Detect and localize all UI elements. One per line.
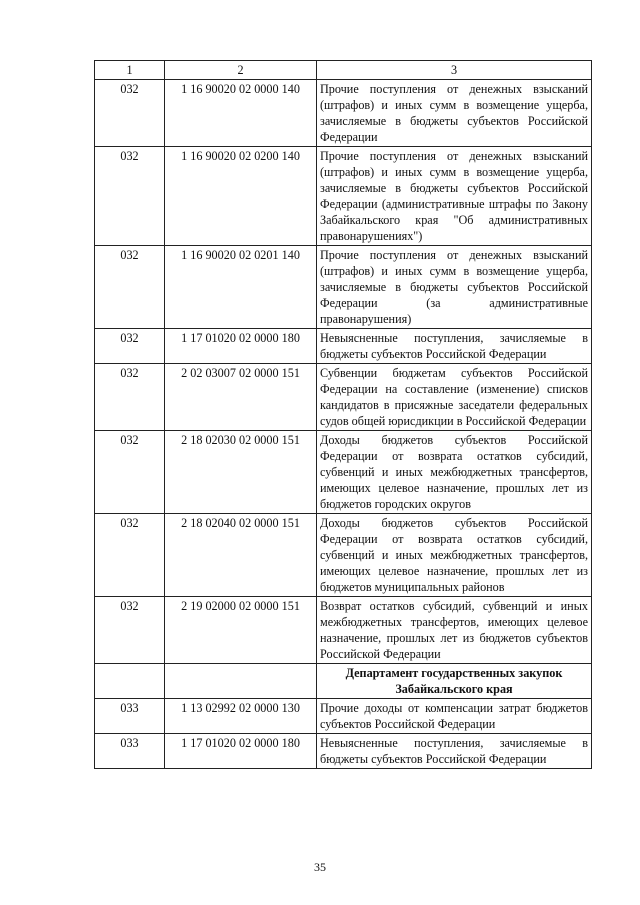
kbk-code-cell: 1 16 90020 02 0200 140: [165, 147, 317, 246]
kbk-code-cell: 1 16 90020 02 0000 140: [165, 80, 317, 147]
description-cell: Департамент государственных закупок Забайкальского края: [317, 664, 592, 699]
table-row: [95, 514, 592, 597]
table-row: [95, 246, 592, 329]
kbk-code-cell: 1 17 01020 02 0000 180: [165, 734, 317, 769]
description-cell: Субвенции бюджетам субъектов Российской Федерации на составление (изменение) списков кандидатов в присяжные заседатели федеральных судов общей юрисдикции в Российской Федерации: [317, 364, 592, 431]
column-header-1: 1: [95, 61, 165, 80]
kbk-code-cell: 1 16 90020 02 0201 140: [165, 246, 317, 329]
description-cell: Прочие поступления от денежных взысканий (штрафов) и иных сумм в возмещение ущерба, зачисляемые в бюджеты субъектов Российской Федерации: [317, 80, 592, 147]
description-cell: Прочие поступления от денежных взысканий (штрафов) и иных сумм в возмещение ущерба, зачисляемые в бюджеты субъектов Российской Федерации (за административные правонарушения): [317, 246, 592, 329]
description-cell: Доходы бюджетов субъектов Российской Федерации от возврата остатков субсидий, субвенций и иных межбюджетных трансфертов, имеющих целевое назначение, прошлых лет из бюджетов городских округов: [317, 431, 592, 514]
column-header-3: 3: [317, 61, 592, 80]
table-header: [95, 61, 592, 80]
admin-code-cell: [95, 664, 165, 699]
table-row: [95, 147, 592, 246]
kbk-code-cell: 2 19 02000 02 0000 151: [165, 597, 317, 664]
admin-code-cell: 032: [95, 514, 165, 597]
table-row: [95, 80, 592, 147]
kbk-code-cell: 2 02 03007 02 0000 151: [165, 364, 317, 431]
header-row: [95, 61, 592, 80]
page-number: 35: [314, 860, 326, 874]
table-body: [95, 80, 592, 769]
admin-code-cell: 033: [95, 699, 165, 734]
column-header-2: 2: [165, 61, 317, 80]
description-cell: Невыясненные поступления, зачисляемые в бюджеты субъектов Российской Федерации: [317, 734, 592, 769]
table-row: [95, 597, 592, 664]
admin-code-cell: 032: [95, 147, 165, 246]
admin-code-cell: 032: [95, 364, 165, 431]
table-row: [95, 364, 592, 431]
table-row: [95, 329, 592, 364]
description-cell: Прочие доходы от компенсации затрат бюджетов субъектов Российской Федерации: [317, 699, 592, 734]
kbk-code-cell: [165, 664, 317, 699]
kbk-code-cell: 2 18 02030 02 0000 151: [165, 431, 317, 514]
admin-code-cell: 032: [95, 246, 165, 329]
admin-code-cell: 032: [95, 80, 165, 147]
description-cell: Возврат остатков субсидий, субвенций и иных межбюджетных трансфертов, имеющих целевое назначение, прошлых лет из бюджетов субъектов Российской Федерации: [317, 597, 592, 664]
kbk-code-cell: 2 18 02040 02 0000 151: [165, 514, 317, 597]
table-row: [95, 699, 592, 734]
admin-code-cell: 032: [95, 329, 165, 364]
kbk-code-cell: 1 13 02992 02 0000 130: [165, 699, 317, 734]
admin-code-cell: 033: [95, 734, 165, 769]
table-row: [95, 734, 592, 769]
admin-code-cell: 032: [95, 431, 165, 514]
table-row: [95, 431, 592, 514]
budget-classification-table: [94, 60, 592, 769]
kbk-code-cell: 1 17 01020 02 0000 180: [165, 329, 317, 364]
description-cell: Доходы бюджетов субъектов Российской Федерации от возврата остатков субсидий, субвенций и иных межбюджетных трансфертов, имеющих целевое назначение, прошлых лет из бюджетов муниципальных районов: [317, 514, 592, 597]
description-cell: Невыясненные поступления, зачисляемые в бюджеты субъектов Российской Федерации: [317, 329, 592, 364]
description-cell: Прочие поступления от денежных взысканий (штрафов) и иных сумм в возмещение ущерба, зачисляемые в бюджеты субъектов Российской Федерации (административные штрафы по Закону Забайкальского края "Об административных правонарушениях"): [317, 147, 592, 246]
section-row: [95, 664, 592, 699]
admin-code-cell: 032: [95, 597, 165, 664]
